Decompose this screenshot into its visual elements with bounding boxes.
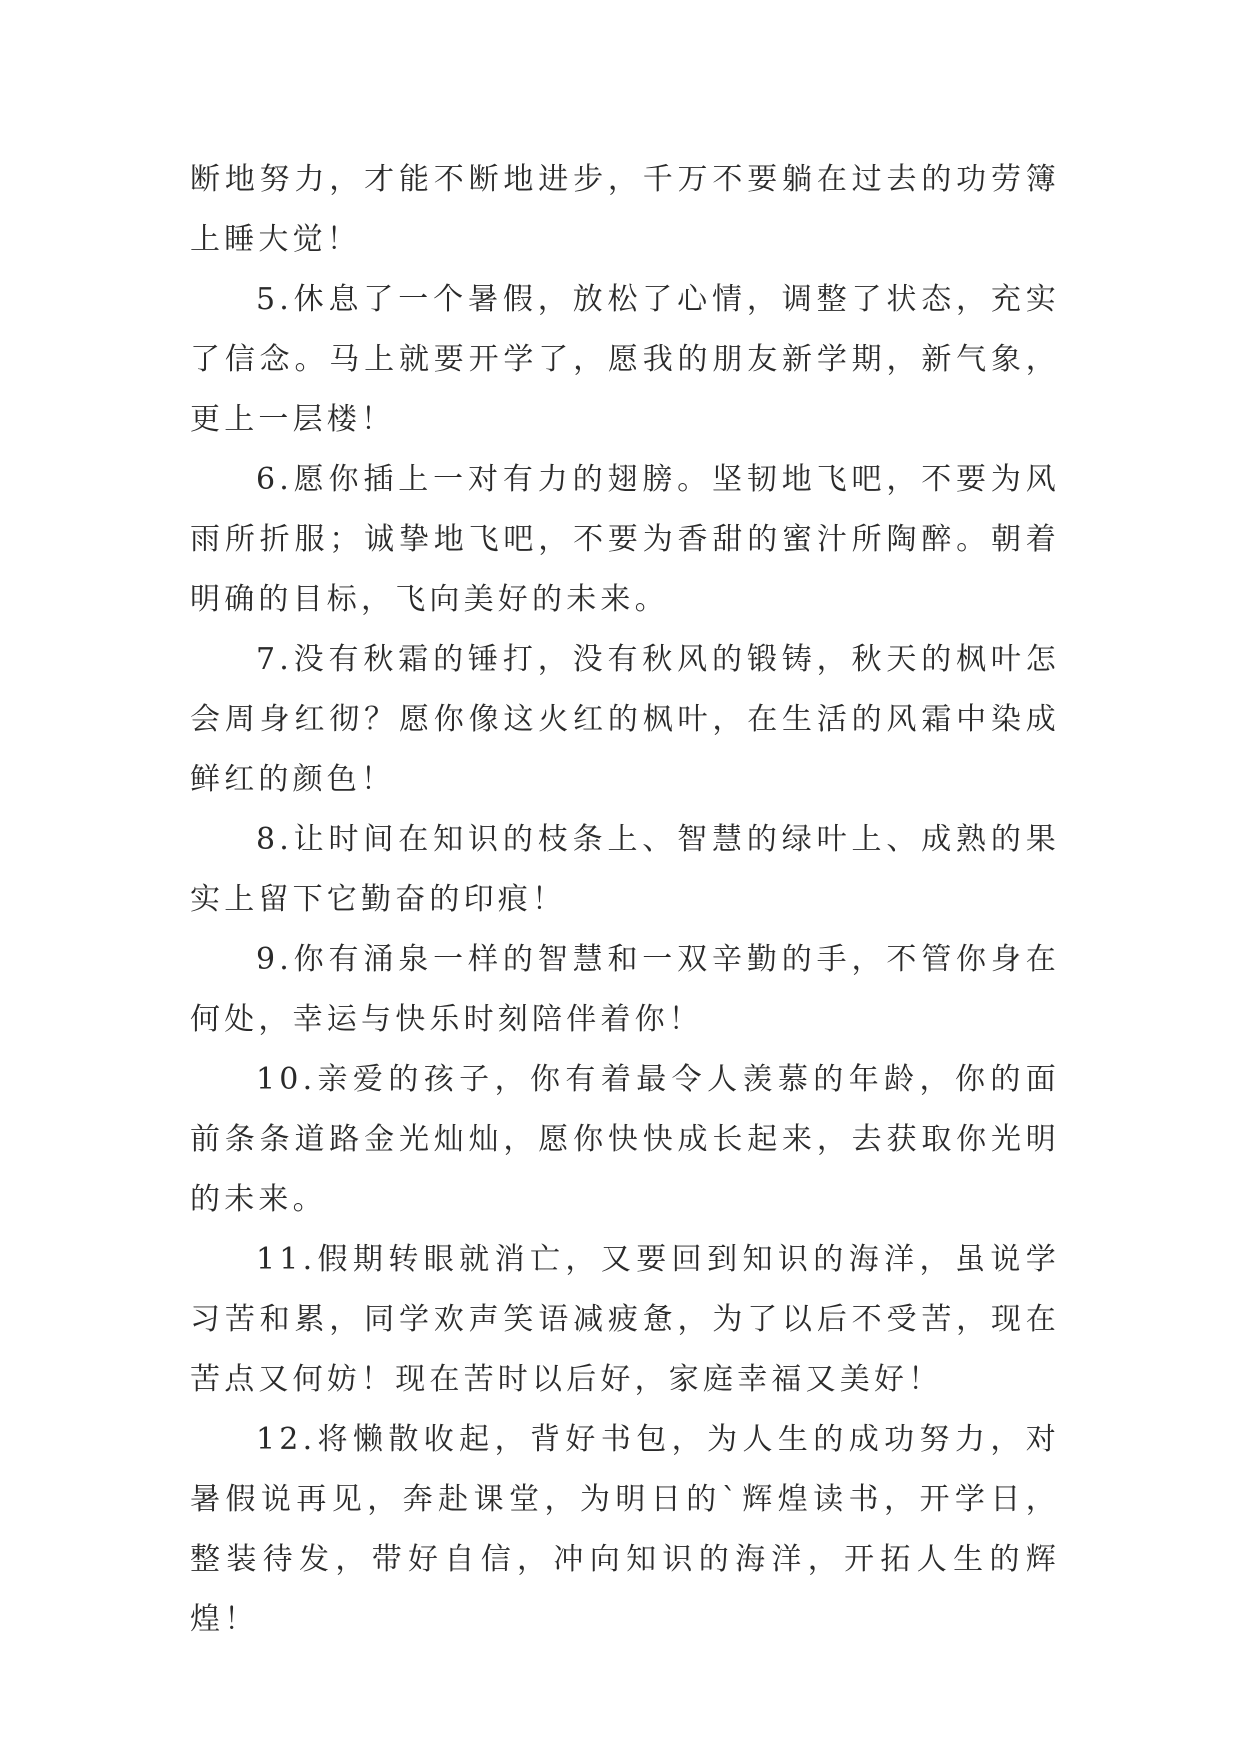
paragraph-item-9: 9.你有涌泉一样的智慧和一双辛勤的手，不管你身在何处，幸运与快乐时刻陪伴着你！ [190,942,1060,1037]
paragraph-item-12: 12.将懒散收起，背好书包，为人生的成功努力，对暑假说再见，奔赴课堂，为明日的`辉煌读书，开学日，整装待发，带好自信，冲向知识的海洋，开拓人生的辉煌！ [190,1422,1060,1637]
paragraph-item-11: 11.假期转眼就消亡，又要回到知识的海洋，虽说学习苦和累，同学欢声笑语减疲惫，为了以后不受苦，现在苦点又何妨！现在苦时以后好，家庭幸福又美好！ [190,1242,1060,1397]
paragraph-item-10: 10.亲爱的孩子，你有着最令人羡慕的年龄，你的面前条条道路金光灿灿，愿你快快成长起来，去获取你光明的未来。 [190,1062,1060,1217]
paragraph-item-6: 6.愿你插上一对有力的翅膀。坚韧地飞吧，不要为风雨所折服；诚挚地飞吧，不要为香甜的蜜汁所陶醉。朝着明确的目标，飞向美好的未来。 [190,462,1060,617]
paragraph-item-5: 5.休息了一个暑假，放松了心情，调整了状态，充实了信念。马上就要开学了，愿我的朋友新学期，新气象，更上一层楼！ [190,282,1060,437]
paragraph-item-8: 8.让时间在知识的枝条上、智慧的绿叶上、成熟的果实上留下它勤奋的印痕！ [190,822,1060,917]
document-body [190,150,1060,1650]
paragraph-item-7: 7.没有秋霜的锤打，没有秋风的锻铸，秋天的枫叶怎会周身红彻？愿你像这火红的枫叶，在生活的风霜中染成鲜红的颜色！ [190,642,1060,797]
paragraph-continuation: 断地努力，才能不断地进步，千万不要躺在过去的功劳簿上睡大觉！ [190,162,1060,257]
